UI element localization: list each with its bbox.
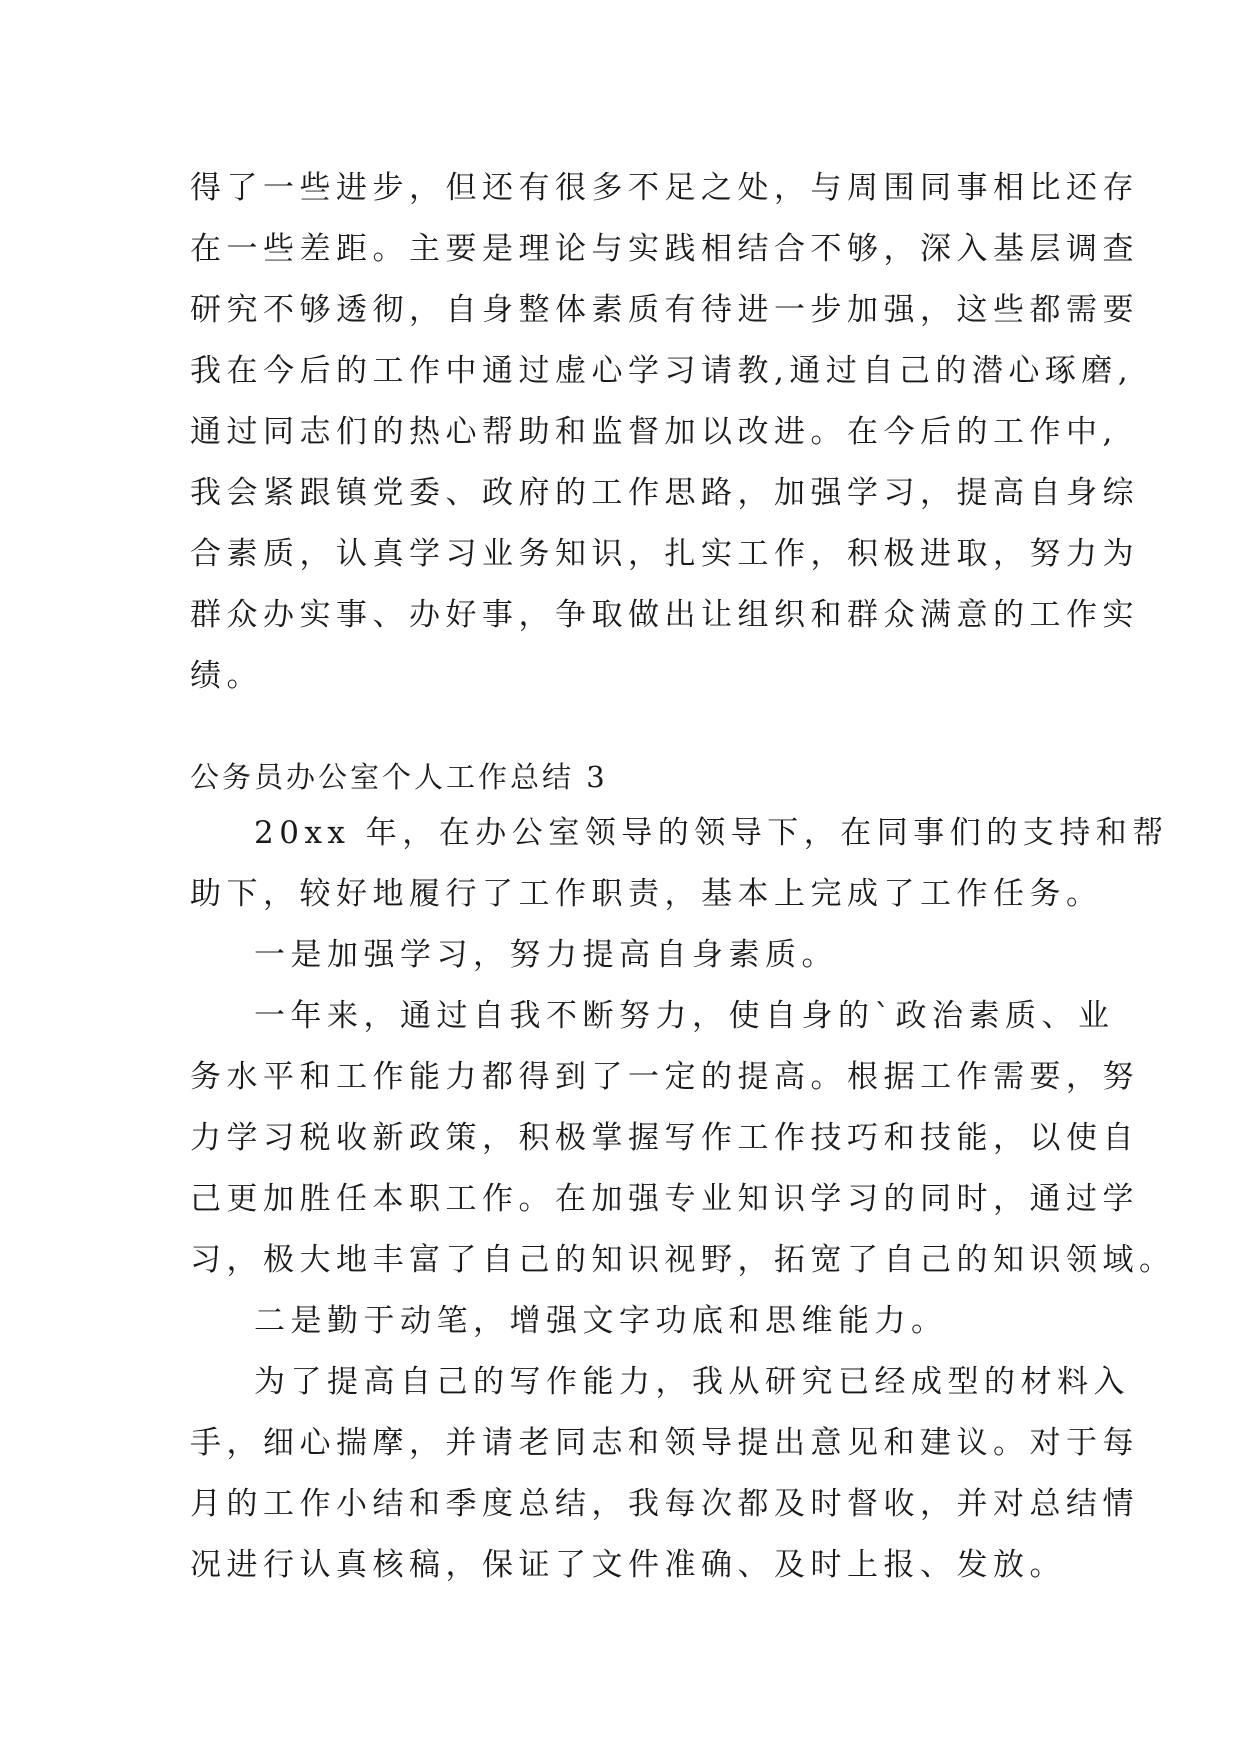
text-line: 况进行认真核稿，保证了文件准确、及时上报、发放。 — [190, 1547, 1066, 1583]
text-line: 在一些差距。主要是理论与实践相结合不够，深入基层调查 — [190, 231, 1139, 267]
text-line: 绩。 — [190, 658, 263, 694]
text-line: 得了一些进步，但还有很多不足之处，与周围同事相比还存 — [190, 170, 1139, 206]
text-line: 务水平和工作能力都得到了一定的提高。根据工作需要，努 — [190, 1059, 1139, 1095]
subheading-line: 二是勤于动笔，增强文字功底和思维能力。 — [254, 1303, 948, 1339]
text-line: 力学习税收新政策，积极掌握写作工作技巧和技能，以使自 — [190, 1120, 1139, 1156]
section-body — [190, 803, 1176, 1596]
section-title: 公务员办公室个人工作总结 3 — [190, 760, 608, 794]
text-line: 通过同志们的热心帮助和监督加以改进。在今后的工作中, — [190, 414, 1118, 450]
text-line: 手，细心揣摩，并请老同志和领导提出意见和建议。对于每 — [190, 1425, 1139, 1461]
text-line: 研究不够透彻，自身整体素质有待进一步加强，这些都需要 — [190, 292, 1139, 328]
paragraph-first-line: 20xx 年，在办公室领导的领导下，在同事们的支持和帮 — [254, 815, 1169, 851]
text-line: 己更加胜任本职工作。在加强专业知识学习的同时，通过学 — [190, 1181, 1139, 1217]
text-line: 我在今后的工作中通过虚心学习请教,通过自己的潜心琢磨, — [190, 353, 1134, 389]
paragraph-first-line: 一年来，通过自我不断努力，使自身的`政治素质、业 — [254, 998, 1115, 1034]
continuation-paragraph — [190, 158, 1139, 707]
document-body — [190, 158, 1176, 1596]
text-line: 习，极大地丰富了自己的知识视野，拓宽了自己的知识领域。 — [190, 1242, 1176, 1278]
subheading-line: 一是加强学习，努力提高自身素质。 — [254, 937, 838, 973]
text-line: 合素质，认真学习业务知识，扎实工作，积极进取，努力为 — [190, 536, 1139, 572]
text-line: 我会紧跟镇党委、政府的工作思路，加强学习，提高自身综 — [190, 475, 1139, 511]
text-line: 月的工作小结和季度总结，我每次都及时督收，并对总结情 — [190, 1486, 1139, 1522]
text-line: 助下，较好地履行了工作职责，基本上完成了工作任务。 — [190, 876, 1103, 912]
text-line: 群众办实事、办好事，争取做出让组织和群众满意的工作实 — [190, 597, 1139, 633]
paragraph-first-line: 为了提高自己的写作能力，我从研究已经成型的材料入 — [254, 1364, 1130, 1400]
